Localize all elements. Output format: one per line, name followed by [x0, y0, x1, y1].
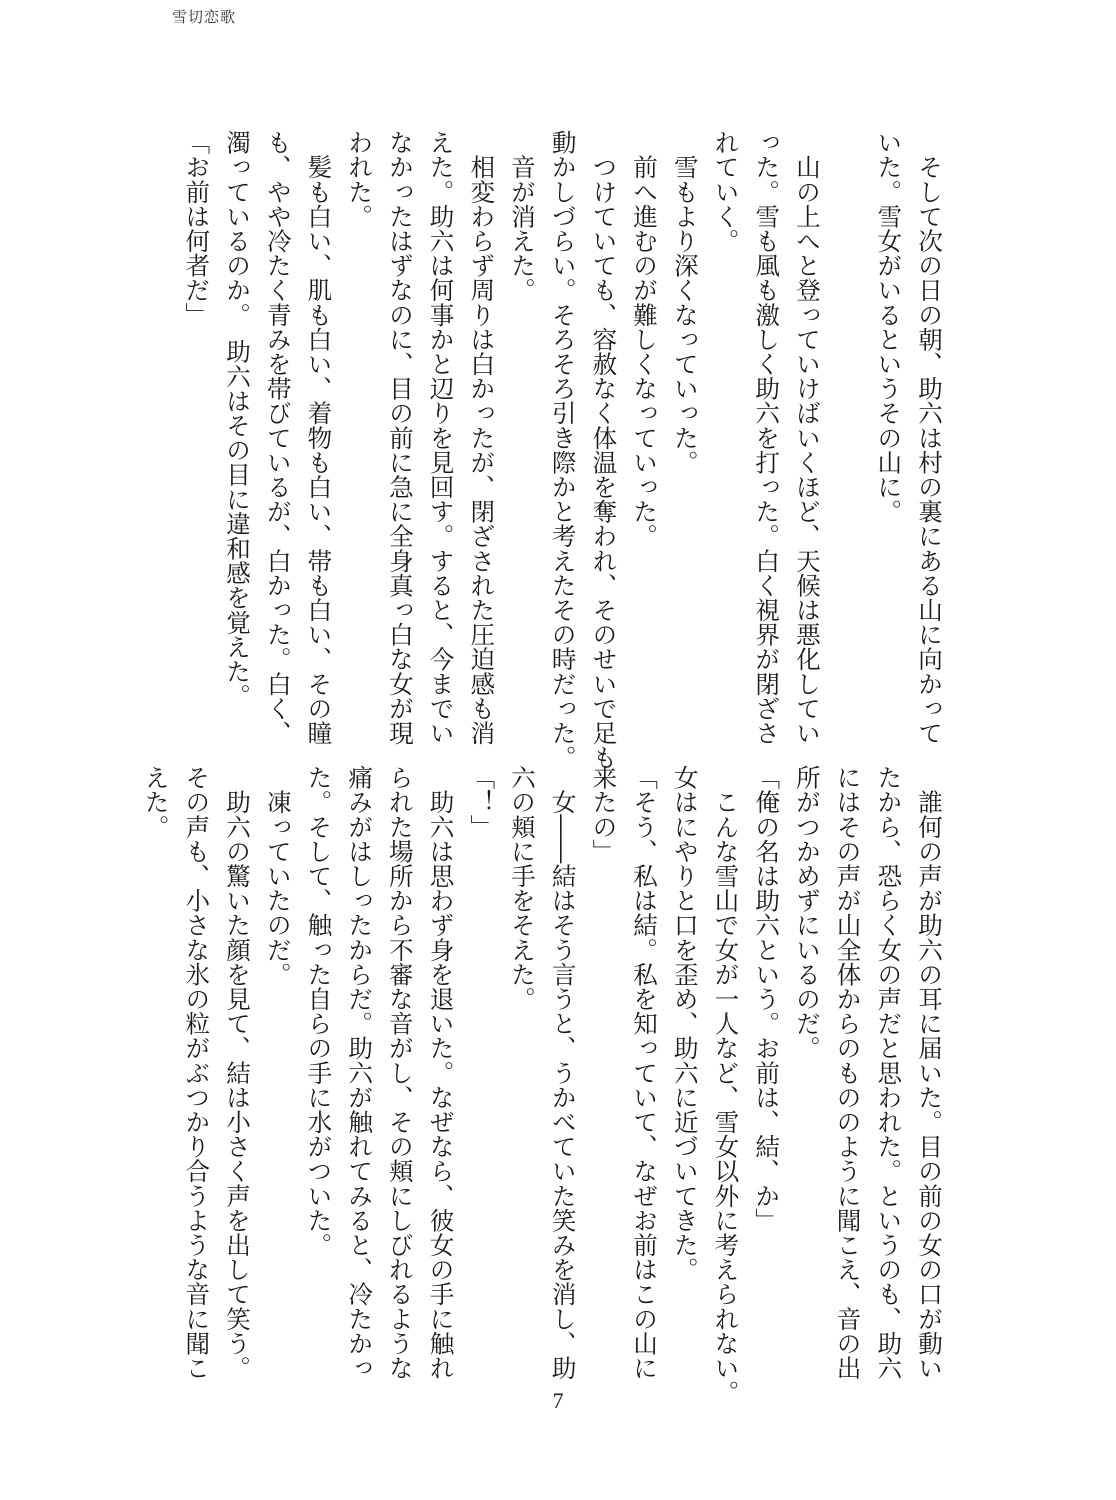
paragraph-gap [827, 130, 868, 131]
paragraph: 誰何の声が助六の耳に届いた。目の前の女の口が動い たから、恐らく女の声だと思われた。というのも、助六 にはその声が山全体からのもののように聞こえ、音の出 所がつかめずにいるのだ。 [792, 765, 944, 1380]
paragraph: 髪も白い、肌も白い、着物も白い、帯も白い、その瞳 も、やや冷たく青みを帯びているが、白かった。白く、 濁っているのか。 助六はその目に違和感を覚えた。 「お前は何者だ」 [182, 130, 334, 745]
paragraph: 山の上へと登っていけばいくほど、天候は悪化してい った。雪も風も激しく助六を打った。白く視界が閉ざさ れていく。 [711, 130, 822, 745]
paragraph: 助六は思わず身を退いた。なぜなら、彼女の手に触れ られた場所から不審な音がし、その頬にしびれるような 痛みがはしったからだ。助六が触れてみると、冷たかっ た。そして、触った自らの手に水がついた。 [304, 765, 456, 1380]
page-number: 7 [552, 1388, 564, 1413]
paragraph: 助六の驚いた顔を見て、結は小さく声を出して笑う。 その声も、小さな氷の粒がぶつかり合うような音に聞こ えた。 [141, 765, 253, 1380]
paragraph: つけていても、容赦なく体温を奪われ、そのせいで足も 動かしづらい。そろそろ引き際かと考えたその時だった。 音が消えた。 [507, 130, 619, 770]
lower-text-block [141, 765, 949, 1405]
paragraph: 「俺の名は助六という。お前は、結、か」 こんな雪山で女が一人など、雪女以外に考えられない。 女はにやりと口を歪め、助六に近づいてきた。 [670, 765, 782, 1405]
paragraph: 「そう、私は結。私を知っていて、なぜお前はこの山に 来たの」 [589, 765, 660, 1380]
paragraph: そして次の日の朝、助六は村の裏にある山に向かって いた。雪女がいるというその山に。 [874, 130, 944, 745]
upper-text-block [182, 130, 949, 770]
paragraph: 女――結はそう言うと、うかべていた笑みを消し、助 六の頬に手をそえた。 [507, 765, 578, 1380]
running-header: 雪切恋歌 [172, 8, 237, 26]
paragraph: 相変わらず周りは白かったが、閉ざされた圧迫感も消 えた。助六は何事かと辺りを見回す。すると、今までい なかったはずなのに、目の前に急に全身真っ白な女が現 われた。 [345, 130, 497, 745]
paragraph: 凍っていたのだ。 [263, 765, 293, 987]
paragraph: 雪もより深くなっていった。 前へ進むのが難しくなっていった。 [630, 154, 700, 549]
paragraph: 「！」 [467, 765, 497, 839]
